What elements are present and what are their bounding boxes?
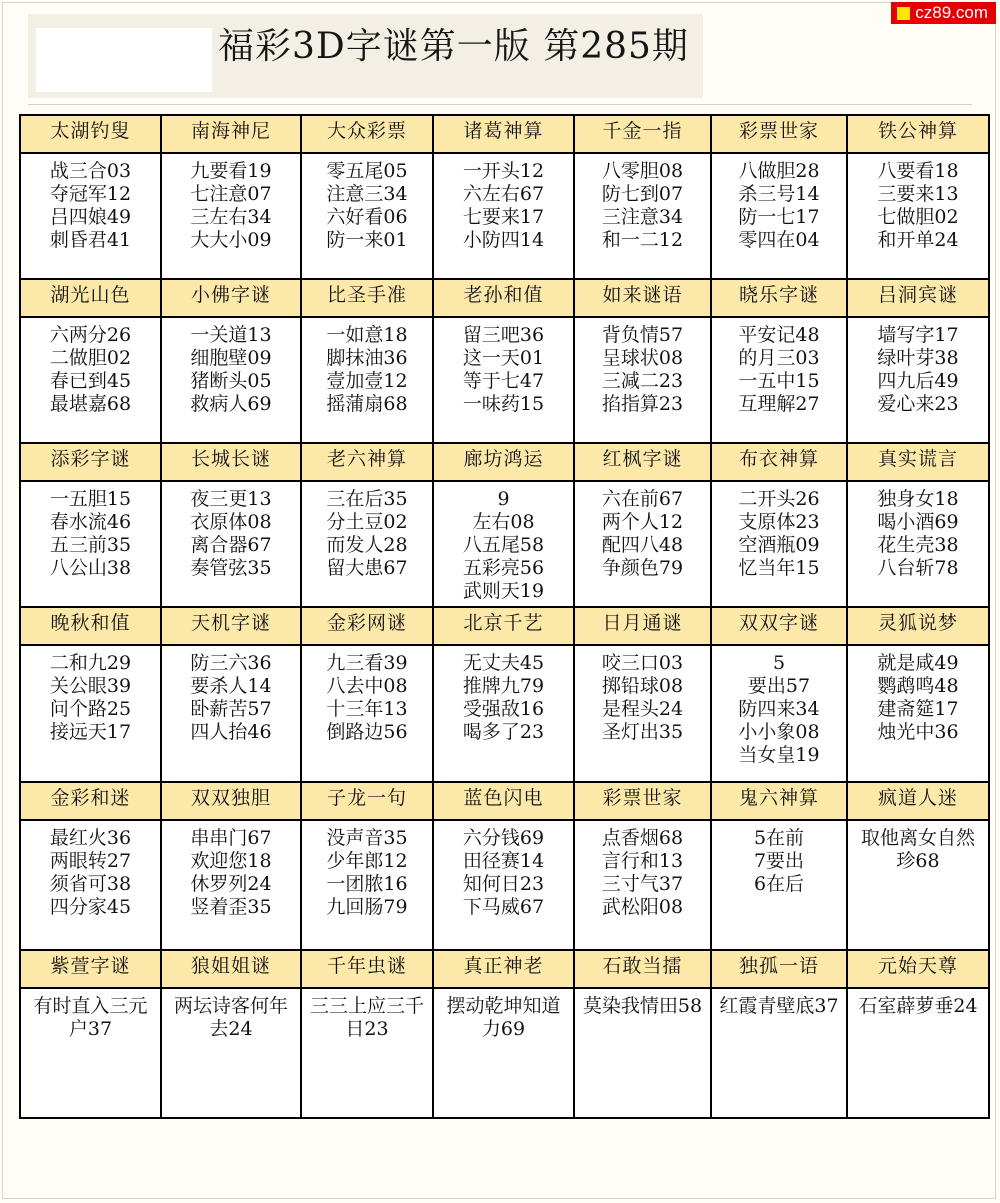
- riddle-line: 四九后49: [877, 370, 959, 392]
- column-header: 比圣手准: [301, 279, 433, 317]
- column-header: 鬼六神算: [711, 782, 847, 820]
- riddle-table: [19, 114, 990, 1119]
- riddle-line: 墙写字17: [877, 324, 959, 346]
- column-header: 廊坊鸿运: [433, 443, 574, 481]
- riddle-line: 二和九29: [49, 652, 132, 674]
- riddle-line: 春水流46: [49, 511, 132, 533]
- column-header: 湖光山色: [20, 279, 161, 317]
- column-header: 添彩字谜: [20, 443, 161, 481]
- riddle-line: 关公眼39: [49, 675, 132, 697]
- riddle-cell-content: [848, 482, 988, 580]
- title-blank-box: [36, 28, 212, 92]
- column-header: 北京千艺: [433, 607, 574, 645]
- riddle-cell-content: [848, 154, 988, 252]
- riddle-line: 咬三口03: [601, 652, 684, 674]
- riddle-cell: [711, 317, 847, 443]
- riddle-cell: [433, 153, 574, 279]
- riddle-line: 配四八48: [601, 534, 684, 556]
- riddle-line: 三寸气37: [601, 873, 684, 895]
- riddle-cell-content: [575, 989, 710, 1018]
- riddle-line: 下马威67: [462, 896, 545, 918]
- riddle-line: 知何日23: [462, 873, 545, 895]
- riddle-line: 八做胆28: [738, 160, 820, 182]
- column-header: 晓乐字谜: [711, 279, 847, 317]
- riddle-line: 呈球状08: [601, 347, 684, 369]
- riddle-line: 石室薜萝垂24: [858, 995, 978, 1017]
- riddle-line: 就是咸49: [877, 652, 959, 674]
- riddle-line: 点香烟68: [601, 827, 684, 849]
- riddle-line: 的月三03: [738, 347, 820, 369]
- riddle-line: 五三前35: [49, 534, 132, 556]
- riddle-line: 须省可38: [49, 873, 132, 895]
- riddle-cell: [574, 153, 711, 279]
- riddle-cell-content: [302, 318, 432, 416]
- riddle-line: 三左右34: [190, 206, 272, 228]
- riddle-cell-content: [162, 154, 300, 252]
- riddle-line: 八要看18: [877, 160, 959, 182]
- header-row: [20, 443, 989, 481]
- riddle-line: 休罗列24: [190, 873, 272, 895]
- riddle-cell-content: [712, 482, 846, 580]
- riddle-line: 取他离女自然: [860, 827, 975, 849]
- riddle-line: 二开头26: [738, 488, 820, 510]
- riddle-line: 这一天01: [462, 347, 545, 369]
- header-row: [20, 782, 989, 820]
- riddle-line: 刺昏君41: [49, 229, 132, 251]
- riddle-cell-content: [302, 482, 432, 580]
- riddle-line: 四人抬46: [190, 721, 272, 743]
- riddle-cell-content: [302, 646, 432, 744]
- riddle-line: 花生壳38: [877, 534, 959, 556]
- riddle-cell-content: [434, 646, 573, 744]
- riddle-line: 猪断头05: [190, 370, 272, 392]
- riddle-line: 小小象08: [738, 721, 820, 743]
- riddle-cell-content: [712, 646, 846, 767]
- column-header: 南海神尼: [161, 115, 301, 153]
- riddle-cell-content: [21, 482, 160, 580]
- riddle-line: 大大小09: [190, 229, 272, 251]
- riddle-line: 六两分26: [49, 324, 132, 346]
- content-row: [20, 481, 989, 607]
- riddle-cell: [301, 820, 433, 950]
- riddle-cell-content: [162, 821, 300, 919]
- riddle-line: 串串门67: [190, 827, 272, 849]
- riddle-cell-content: [575, 318, 710, 416]
- riddle-line: 支原体23: [738, 511, 820, 533]
- riddle-line: 独身女18: [877, 488, 959, 510]
- page-title: 福彩3D字谜第一版 第285期: [218, 26, 689, 67]
- riddle-line: 两眼转27: [49, 850, 132, 872]
- riddle-cell: [711, 820, 847, 950]
- riddle-line: 注意三34: [326, 183, 408, 205]
- column-header: 千年虫谜: [301, 950, 433, 988]
- column-header: 独孤一语: [711, 950, 847, 988]
- riddle-cell: [20, 645, 161, 782]
- riddle-line: 细胞壁09: [190, 347, 272, 369]
- column-header: 日月通谜: [574, 607, 711, 645]
- riddle-cell: [433, 988, 574, 1118]
- riddle-cell: [433, 317, 574, 443]
- riddle-line: 建斋筵17: [877, 698, 959, 720]
- riddle-line: 喝多了23: [462, 721, 545, 743]
- riddle-line: 九要看19: [190, 160, 272, 182]
- riddle-cell-content: [21, 646, 160, 744]
- riddle-line: 背负情57: [601, 324, 684, 346]
- riddle-cell: [20, 988, 161, 1118]
- riddle-line: 六左右67: [462, 183, 545, 205]
- riddle-cell: [301, 645, 433, 782]
- header-row: [20, 115, 989, 153]
- riddle-line: 和一二12: [601, 229, 684, 251]
- riddle-cell: [711, 481, 847, 607]
- riddle-line: 圣灯出35: [601, 721, 684, 743]
- riddle-line: 接远天17: [49, 721, 132, 743]
- riddle-line: 八台斩78: [877, 557, 959, 579]
- riddle-line: 一五中15: [738, 370, 820, 392]
- riddle-line: 言行和13: [601, 850, 684, 872]
- riddle-cell-content: [575, 821, 710, 919]
- column-header: 晚秋和值: [20, 607, 161, 645]
- riddle-line: 留三吧36: [462, 324, 545, 346]
- column-header: 蓝色闪电: [433, 782, 574, 820]
- riddle-line: 最红火36: [49, 827, 132, 849]
- riddle-line: 壹加壹12: [326, 370, 408, 392]
- column-header: 疯道人迷: [847, 782, 989, 820]
- riddle-cell: [161, 153, 301, 279]
- riddle-line: 奏管弦35: [190, 557, 272, 579]
- riddle-cell: [711, 645, 847, 782]
- column-header: 老六神算: [301, 443, 433, 481]
- riddle-cell-content: [848, 646, 988, 744]
- riddle-line: 爱心来23: [877, 393, 959, 415]
- column-header: 如来谜语: [574, 279, 711, 317]
- riddle-line: 三要来13: [877, 183, 959, 205]
- column-header: 彩票世家: [574, 782, 711, 820]
- riddle-line: 7要出: [753, 850, 805, 872]
- riddle-line: 互理解27: [738, 393, 820, 415]
- content-row: [20, 317, 989, 443]
- column-header: 金彩和迷: [20, 782, 161, 820]
- column-header: 天机字谜: [161, 607, 301, 645]
- riddle-cell-content: [434, 821, 573, 919]
- riddle-line: 少年郎12: [326, 850, 408, 872]
- riddle-line: 八去中08: [326, 675, 408, 697]
- riddle-line: 分土豆02: [326, 511, 408, 533]
- riddle-line: 八零胆08: [601, 160, 684, 182]
- riddle-line: 等于七47: [462, 370, 545, 392]
- riddle-cell: [161, 820, 301, 950]
- riddle-cell: [574, 820, 711, 950]
- riddle-cell: [574, 481, 711, 607]
- riddle-line: 杀三号14: [738, 183, 820, 205]
- riddle-line: 春已到45: [49, 370, 132, 392]
- column-header: 大众彩票: [301, 115, 433, 153]
- riddle-cell-content: [302, 821, 432, 919]
- riddle-cell-content: [712, 318, 846, 416]
- riddle-cell-content: [21, 318, 160, 416]
- riddle-cell: [20, 317, 161, 443]
- header-row: [20, 279, 989, 317]
- riddle-line: 三三上应三千: [309, 995, 424, 1017]
- riddle-line: 十三年13: [326, 698, 408, 720]
- riddle-line: 二做胆02: [49, 347, 132, 369]
- riddle-line: 两个人12: [601, 511, 684, 533]
- riddle-cell: [301, 481, 433, 607]
- riddle-line: 八五尾58: [462, 534, 545, 556]
- riddle-cell-content: [21, 989, 160, 1041]
- riddle-line: 当女皇19: [738, 744, 820, 766]
- riddle-cell: [574, 645, 711, 782]
- riddle-cell-content: [434, 318, 573, 416]
- riddle-cell: [161, 317, 301, 443]
- riddle-cell: [847, 481, 989, 607]
- riddle-line: 卧薪苦57: [190, 698, 272, 720]
- riddle-cell: [433, 820, 574, 950]
- riddle-line: 七注意07: [190, 183, 272, 205]
- riddle-line: 有时直入三元: [33, 995, 148, 1017]
- riddle-line: 三减二23: [601, 370, 684, 392]
- column-header: 铁公神算: [847, 115, 989, 153]
- riddle-cell: [711, 153, 847, 279]
- header-row: [20, 950, 989, 988]
- riddle-line: 无丈夫45: [462, 652, 545, 674]
- column-header: 灵狐说梦: [847, 607, 989, 645]
- riddle-cell: [847, 153, 989, 279]
- riddle-line: 三注意34: [601, 206, 684, 228]
- riddle-cell: [847, 988, 989, 1118]
- riddle-line: 七要来17: [462, 206, 545, 228]
- riddle-cell-content: [302, 989, 432, 1041]
- riddle-cell-content: [21, 821, 160, 919]
- riddle-line: 四分家45: [49, 896, 132, 918]
- column-header: 双双字谜: [711, 607, 847, 645]
- riddle-cell-content: [162, 989, 300, 1041]
- riddle-line: 九回肠79: [326, 896, 408, 918]
- riddle-cell: [161, 988, 301, 1118]
- riddle-cell-content: [848, 821, 988, 873]
- riddle-line: 夜三更13: [190, 488, 272, 510]
- riddle-cell-content: [434, 989, 573, 1041]
- riddle-cell-content: [575, 154, 710, 252]
- riddle-cell-content: [302, 154, 432, 252]
- riddle-cell-content: [575, 482, 710, 580]
- riddle-line: 衣原体08: [190, 511, 272, 533]
- column-header: 诸葛神算: [433, 115, 574, 153]
- square-icon: [897, 7, 910, 20]
- riddle-line: 防三六36: [190, 652, 272, 674]
- riddle-line: 竖着歪35: [190, 896, 272, 918]
- riddle-cell: [161, 481, 301, 607]
- riddle-line: 摇蒲扇68: [326, 393, 408, 415]
- riddle-line: 空酒瓶09: [738, 534, 820, 556]
- riddle-line: 左右08: [472, 511, 535, 533]
- riddle-line: 武则天19: [462, 580, 545, 602]
- riddle-cell-content: [712, 821, 846, 896]
- column-header: 红枫字谜: [574, 443, 711, 481]
- header-row: [20, 607, 989, 645]
- riddle-line: 七做胆02: [877, 206, 959, 228]
- column-header: 狼姐姐谜: [161, 950, 301, 988]
- riddle-cell: [20, 820, 161, 950]
- riddle-line: 日23: [345, 1018, 389, 1040]
- riddle-cell-content: [434, 482, 573, 603]
- riddle-cell-content: [848, 318, 988, 416]
- riddle-line: 5在前: [753, 827, 805, 849]
- column-header: 元始天尊: [847, 950, 989, 988]
- riddle-cell: [847, 317, 989, 443]
- riddle-line: 一团脓16: [326, 873, 408, 895]
- riddle-line: 防一七17: [738, 206, 820, 228]
- riddle-line: 一如意18: [326, 324, 408, 346]
- riddle-line: 田径赛14: [462, 850, 545, 872]
- riddle-line: 五彩亮56: [462, 557, 545, 579]
- riddle-cell: [711, 988, 847, 1118]
- riddle-line: 离合器67: [190, 534, 272, 556]
- riddle-line: 一开头12: [462, 160, 545, 182]
- column-header: 太湖钓叟: [20, 115, 161, 153]
- column-header: 真正神老: [433, 950, 574, 988]
- column-header: 子龙一句: [301, 782, 433, 820]
- riddle-line: 莫染我情田58: [582, 995, 703, 1017]
- title-divider: [28, 104, 972, 105]
- riddle-line: 忆当年15: [738, 557, 820, 579]
- riddle-line: 留大患67: [326, 557, 408, 579]
- riddle-line: 小防四14: [462, 229, 545, 251]
- riddle-line: 防四来34: [738, 698, 820, 720]
- watermark-text: cz89.com: [915, 3, 988, 22]
- riddle-line: 防一来01: [326, 229, 408, 251]
- riddle-line: 欢迎您18: [190, 850, 272, 872]
- riddle-cell-content: [712, 989, 846, 1018]
- column-header: 小佛字谜: [161, 279, 301, 317]
- riddle-line: 一味药15: [462, 393, 545, 415]
- riddle-line: 绿叶芽38: [877, 347, 959, 369]
- riddle-cell: [574, 317, 711, 443]
- riddle-cell-content: [162, 482, 300, 580]
- riddle-line: 去24: [209, 1018, 253, 1040]
- riddle-line: 一五胆15: [49, 488, 132, 510]
- column-header: 金彩网谜: [301, 607, 433, 645]
- riddle-line: 没声音35: [326, 827, 408, 849]
- column-header: 布衣神算: [711, 443, 847, 481]
- riddle-line: 是程头24: [601, 698, 684, 720]
- riddle-line: 救病人69: [190, 393, 272, 415]
- riddle-line: 倒路边56: [326, 721, 408, 743]
- riddle-line: 鹦鹉鸣48: [877, 675, 959, 697]
- riddle-line: 力69: [481, 1018, 526, 1040]
- riddle-line: 喝小酒69: [877, 511, 959, 533]
- riddle-cell: [161, 645, 301, 782]
- riddle-line: 烛光中36: [877, 721, 959, 743]
- riddle-line: 九三看39: [326, 652, 408, 674]
- riddle-line: 6在后: [753, 873, 805, 895]
- riddle-line: 防七到07: [601, 183, 684, 205]
- riddle-cell-content: [162, 646, 300, 744]
- content-row: [20, 988, 989, 1118]
- riddle-line: 争颜色79: [601, 557, 684, 579]
- riddle-line: 掷铅球08: [601, 675, 684, 697]
- riddle-line: 三在后35: [326, 488, 408, 510]
- riddle-line: 脚抹油36: [326, 347, 408, 369]
- riddle-cell-content: [575, 646, 710, 744]
- riddle-line: 要杀人14: [190, 675, 272, 697]
- riddle-line: 5: [772, 652, 786, 674]
- column-header: 石敢当擂: [574, 950, 711, 988]
- riddle-line: 八公山38: [49, 557, 132, 579]
- content-row: [20, 820, 989, 950]
- riddle-cell: [574, 988, 711, 1118]
- riddle-line: 平安记48: [738, 324, 820, 346]
- riddle-cell: [301, 153, 433, 279]
- riddle-line: 推牌九79: [462, 675, 545, 697]
- riddle-line: 武松阳08: [601, 896, 684, 918]
- riddle-line: 最堪嘉68: [49, 393, 132, 415]
- riddle-cell: [847, 645, 989, 782]
- riddle-line: 红霞青壁底37: [719, 995, 839, 1017]
- riddle-cell: [433, 645, 574, 782]
- riddle-line: 两坛诗客何年: [173, 995, 288, 1017]
- riddle-cell: [301, 988, 433, 1118]
- riddle-cell-content: [21, 154, 160, 252]
- riddle-line: 夺冠军12: [49, 183, 132, 205]
- riddle-line: 和开单24: [877, 229, 959, 251]
- riddle-line: 9: [497, 488, 510, 510]
- column-header: 紫萱字谜: [20, 950, 161, 988]
- riddle-line: 吕四娘49: [49, 206, 132, 228]
- riddle-cell: [433, 481, 574, 607]
- riddle-line: 户37: [68, 1018, 113, 1040]
- content-row: [20, 153, 989, 279]
- column-header: 真实谎言: [847, 443, 989, 481]
- riddle-line: 珍68: [896, 850, 940, 872]
- watermark-badge[interactable]: [891, 2, 996, 24]
- riddle-cell-content: [162, 318, 300, 416]
- riddle-line: 六在前67: [601, 488, 684, 510]
- column-header: 长城长谜: [161, 443, 301, 481]
- riddle-cell: [847, 820, 989, 950]
- column-header: 老孙和值: [433, 279, 574, 317]
- riddle-line: 六好看06: [326, 206, 408, 228]
- column-header: 双双独胆: [161, 782, 301, 820]
- content-row: [20, 645, 989, 782]
- riddle-line: 战三合03: [49, 160, 132, 182]
- riddle-line: 问个路25: [49, 698, 132, 720]
- riddle-line: 受强敌16: [462, 698, 545, 720]
- riddle-line: 零五尾05: [326, 160, 408, 182]
- column-header: 吕洞宾谜: [847, 279, 989, 317]
- riddle-cell: [20, 481, 161, 607]
- riddle-cell-content: [848, 989, 988, 1018]
- riddle-line: 而发人28: [326, 534, 408, 556]
- riddle-line: 六分钱69: [462, 827, 545, 849]
- riddle-line: 一关道13: [190, 324, 272, 346]
- riddle-cell-content: [712, 154, 846, 252]
- riddle-cell: [301, 317, 433, 443]
- column-header: 彩票世家: [711, 115, 847, 153]
- riddle-line: 摆动乾坤知道: [446, 995, 561, 1017]
- column-header: 千金一指: [574, 115, 711, 153]
- riddle-line: 零四在04: [738, 229, 820, 251]
- riddle-cell: [20, 153, 161, 279]
- riddle-line: 掐指算23: [601, 393, 684, 415]
- riddle-cell-content: [434, 154, 573, 252]
- riddle-line: 要出57: [747, 675, 811, 697]
